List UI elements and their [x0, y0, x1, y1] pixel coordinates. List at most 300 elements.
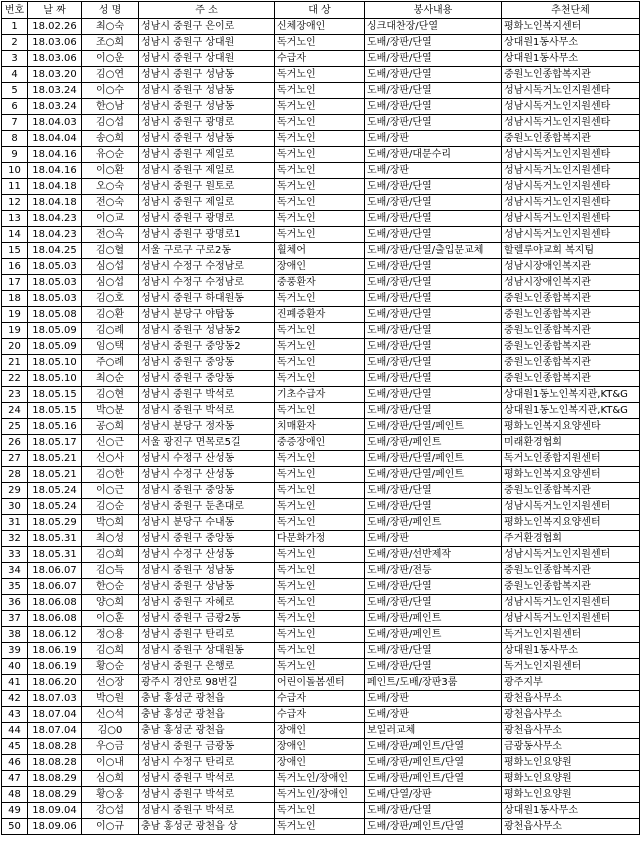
cell-service: 도배/장판/단열	[365, 659, 502, 675]
cell-organization: 평화노인복지요양센터	[502, 515, 640, 531]
cell-date: 18.04.18	[28, 179, 82, 195]
table-row	[2, 675, 640, 691]
cell-organization: 중원노인종합복지관	[502, 355, 640, 371]
cell-name: 이○훈	[82, 611, 139, 627]
cell-date: 18.05.09	[28, 339, 82, 355]
cell-number: 33	[2, 547, 28, 563]
cell-number: 31	[2, 515, 28, 531]
table-row	[2, 755, 640, 771]
cell-service: 보일러교체	[365, 723, 502, 739]
cell-target: 독거노인	[275, 355, 365, 371]
cell-name: 한○남	[82, 99, 139, 115]
cell-address: 성남시 중원구 광명로	[139, 211, 275, 227]
cell-number: 3	[2, 51, 28, 67]
cell-number: 44	[2, 723, 28, 739]
cell-target: 독거노인	[275, 483, 365, 499]
cell-target: 독거노인	[275, 371, 365, 387]
cell-service: 도배/장판/단열	[365, 643, 502, 659]
cell-name: 김○섭	[82, 115, 139, 131]
cell-organization: 성남시독거노인지원센타	[502, 195, 640, 211]
cell-service: 도배/장판/단열	[365, 35, 502, 51]
cell-number: 39	[2, 643, 28, 659]
header-organization: 추천단체	[502, 2, 640, 19]
cell-target: 독거노인	[275, 819, 365, 835]
cell-date: 18.04.16	[28, 147, 82, 163]
cell-date: 18.04.23	[28, 227, 82, 243]
cell-number: 22	[2, 371, 28, 387]
cell-organization: 성남시독거노인지원센타	[502, 99, 640, 115]
table-row	[2, 291, 640, 307]
cell-address: 성남시 중원구 광명로1	[139, 227, 275, 243]
cell-date: 18.06.08	[28, 611, 82, 627]
cell-address: 성남시 중원구 제일로	[139, 147, 275, 163]
cell-name: 공○희	[82, 419, 139, 435]
cell-organization: 성남시독거노인지원센타	[502, 227, 640, 243]
cell-address: 성남시 중원구 박석로	[139, 771, 275, 787]
cell-service: 도배/장판/단열	[365, 83, 502, 99]
table-row	[2, 131, 640, 147]
cell-target: 독거노인	[275, 659, 365, 675]
cell-target: 수급자	[275, 691, 365, 707]
cell-target: 독거노인	[275, 515, 365, 531]
table-row	[2, 211, 640, 227]
cell-name: 양○희	[82, 595, 139, 611]
cell-date: 18.05.10	[28, 355, 82, 371]
cell-date: 18.06.07	[28, 579, 82, 595]
cell-name: 한○순	[82, 579, 139, 595]
cell-service: 도배/장판/단열	[365, 323, 502, 339]
cell-date: 18.06.08	[28, 595, 82, 611]
cell-date: 18.09.04	[28, 803, 82, 819]
cell-organization: 중원노인종합복지관	[502, 323, 640, 339]
cell-number: 10	[2, 163, 28, 179]
cell-organization: 중원노인종합복지관	[502, 291, 640, 307]
cell-organization: 광천읍사무소	[502, 819, 640, 835]
cell-name: 박○원	[82, 691, 139, 707]
cell-organization: 평화노인요양원	[502, 787, 640, 803]
cell-name: 김○혈	[82, 243, 139, 259]
cell-address: 성남시 중원구 성남동	[139, 67, 275, 83]
cell-address: 성남시 중원구 성남동	[139, 563, 275, 579]
cell-organization: 성남시독거노인지원센터	[502, 547, 640, 563]
cell-organization: 광천읍사무소	[502, 723, 640, 739]
cell-number: 2	[2, 35, 28, 51]
cell-service: 도배/장판	[365, 163, 502, 179]
cell-service: 도배/장판/단열	[365, 51, 502, 67]
table-row	[2, 787, 640, 803]
cell-number: 13	[2, 211, 28, 227]
cell-service: 도배/장판/단열	[365, 371, 502, 387]
cell-service: 도배/장판/페인트/단열	[365, 771, 502, 787]
cell-service: 도배/장판/단열	[365, 387, 502, 403]
cell-address: 성남시 중원구 상남동	[139, 579, 275, 595]
cell-name: 김○현	[82, 387, 139, 403]
cell-organization: 성남시독거노인지원센터	[502, 611, 640, 627]
cell-service: 도배/장판	[365, 707, 502, 723]
cell-number: 47	[2, 771, 28, 787]
cell-target: 독거노인	[275, 403, 365, 419]
table-row	[2, 691, 640, 707]
cell-name: 최○성	[82, 531, 139, 547]
table-row	[2, 275, 640, 291]
cell-date: 18.03.06	[28, 51, 82, 67]
cell-name: 김○순	[82, 499, 139, 515]
table-row	[2, 643, 640, 659]
cell-target: 독거노인	[275, 83, 365, 99]
cell-address: 성남시 중원구 금광2동	[139, 611, 275, 627]
table-row	[2, 323, 640, 339]
table-row	[2, 515, 640, 531]
cell-name: 정○용	[82, 627, 139, 643]
cell-service: 도배/장판/단열/페인트	[365, 451, 502, 467]
cell-organization: 성남시장애인복지관	[502, 259, 640, 275]
cell-organization: 평화노인복지요양센타	[502, 419, 640, 435]
cell-target: 장애인	[275, 755, 365, 771]
cell-name: 임○택	[82, 339, 139, 355]
cell-target: 독거노인	[275, 611, 365, 627]
cell-address: 성남시 분당구 야탑동	[139, 307, 275, 323]
table-row	[2, 179, 640, 195]
cell-address: 성남시 중원구 제일로	[139, 163, 275, 179]
cell-date: 18.05.03	[28, 291, 82, 307]
cell-target: 중풍환자	[275, 275, 365, 291]
cell-target: 장애인	[275, 723, 365, 739]
cell-date: 18.07.03	[28, 691, 82, 707]
table-row	[2, 259, 640, 275]
cell-organization: 성남시독거노인지원센타	[502, 211, 640, 227]
cell-service: 도배/장판/단열	[365, 803, 502, 819]
cell-target: 독거노인	[275, 211, 365, 227]
cell-service: 도배/장판/페인트/단열	[365, 755, 502, 771]
cell-target: 신체장애인	[275, 19, 365, 35]
cell-target: 독거노인	[275, 67, 365, 83]
cell-name: 최○숙	[82, 19, 139, 35]
table-row	[2, 419, 640, 435]
table-row	[2, 707, 640, 723]
cell-target: 치매환자	[275, 419, 365, 435]
cell-date: 18.03.20	[28, 67, 82, 83]
cell-address: 서울 구로구 구로2동	[139, 243, 275, 259]
cell-name: 박○분	[82, 403, 139, 419]
cell-address: 성남시 중원구 금광동	[139, 739, 275, 755]
cell-number: 21	[2, 355, 28, 371]
cell-target: 장애인	[275, 259, 365, 275]
cell-date: 18.05.29	[28, 515, 82, 531]
cell-target: 독거노인	[275, 627, 365, 643]
cell-address: 성남시 중원구 성남동	[139, 131, 275, 147]
cell-organization: 광천읍사무소	[502, 707, 640, 723]
cell-number: 49	[2, 803, 28, 819]
cell-number: 28	[2, 467, 28, 483]
cell-target: 진폐증환자	[275, 307, 365, 323]
cell-number: 45	[2, 739, 28, 755]
cell-target: 다문화가정	[275, 531, 365, 547]
cell-name: 유○순	[82, 147, 139, 163]
cell-service: 도배/장판/대문수리	[365, 147, 502, 163]
cell-number: 11	[2, 179, 28, 195]
cell-organization: 상대원1동노인복지관,KT&G	[502, 387, 640, 403]
cell-number: 29	[2, 483, 28, 499]
table-row	[2, 403, 640, 419]
cell-organization: 상대원1동사무소	[502, 803, 640, 819]
cell-target: 독거노인	[275, 147, 365, 163]
cell-name: 전○숙	[82, 195, 139, 211]
cell-name: 강○섭	[82, 803, 139, 819]
cell-organization: 독거노인지원센터	[502, 627, 640, 643]
cell-organization: 금광동사무소	[502, 739, 640, 755]
cell-service: 도배/장판/단열	[365, 291, 502, 307]
cell-number: 30	[2, 499, 28, 515]
table-row	[2, 307, 640, 323]
cell-service: 도배/장판/단열	[365, 195, 502, 211]
table-body	[2, 19, 640, 835]
cell-date: 18.05.16	[28, 419, 82, 435]
cell-name: 이○운	[82, 51, 139, 67]
cell-date: 18.08.28	[28, 755, 82, 771]
table-row	[2, 163, 640, 179]
cell-organization: 성남시독거노인지원센타	[502, 83, 640, 99]
cell-address: 성남시 중원구 성남동2	[139, 323, 275, 339]
cell-address: 서울 광진구 면목로5길	[139, 435, 275, 451]
cell-service: 도배/장판/페인트	[365, 611, 502, 627]
cell-organization: 중원노인종합복지관	[502, 483, 640, 499]
cell-name: 심○섭	[82, 259, 139, 275]
cell-target: 독거노인	[275, 35, 365, 51]
cell-target: 독거노인	[275, 803, 365, 819]
cell-date: 18.06.07	[28, 563, 82, 579]
cell-service: 도배/장판/단열	[365, 307, 502, 323]
cell-service: 도배/장판/단열	[365, 115, 502, 131]
cell-target: 독거노인	[275, 323, 365, 339]
cell-date: 18.03.24	[28, 99, 82, 115]
cell-target: 수급자	[275, 51, 365, 67]
cell-name: 오○숙	[82, 179, 139, 195]
cell-service: 도배/장판/단열	[365, 275, 502, 291]
cell-number: 46	[2, 755, 28, 771]
cell-address: 성남시 분당구 수내동	[139, 515, 275, 531]
cell-service: 도배/장판/페인트	[365, 435, 502, 451]
cell-name: 김○호	[82, 291, 139, 307]
table-row	[2, 819, 640, 835]
cell-date: 18.08.28	[28, 739, 82, 755]
header-number: 번호	[2, 2, 28, 19]
header-target: 대 상	[275, 2, 365, 19]
cell-number: 42	[2, 691, 28, 707]
table-row	[2, 771, 640, 787]
cell-name: 심○희	[82, 771, 139, 787]
cell-service: 도배/장판/단열	[365, 211, 502, 227]
cell-service: 도배/장판/페인트/단열	[365, 819, 502, 835]
cell-name: 김○득	[82, 563, 139, 579]
table-row	[2, 67, 640, 83]
cell-address: 성남시 중원구 탄리로	[139, 627, 275, 643]
cell-service: 도배/장판/단열	[365, 259, 502, 275]
cell-name: 선○장	[82, 675, 139, 691]
cell-address: 성남시 중원구 중앙동2	[139, 339, 275, 355]
cell-target: 기초수급자	[275, 387, 365, 403]
cell-name: 김○0	[82, 723, 139, 739]
cell-target: 독거노인	[275, 595, 365, 611]
cell-date: 18.04.25	[28, 243, 82, 259]
cell-date: 18.04.23	[28, 211, 82, 227]
cell-name: 신○근	[82, 435, 139, 451]
cell-address: 성남시 중원구 중앙동	[139, 483, 275, 499]
cell-number: 20	[2, 339, 28, 355]
cell-address: 성남시 중원구 상대원	[139, 35, 275, 51]
cell-target: 장애인	[275, 739, 365, 755]
table-row	[2, 627, 640, 643]
cell-address: 성남시 중원구 박석로	[139, 787, 275, 803]
table-row	[2, 723, 640, 739]
header-date: 날 짜	[28, 2, 82, 19]
cell-service: 도배/장판/단열	[365, 179, 502, 195]
cell-address: 성남시 중원구 상대원동	[139, 643, 275, 659]
cell-organization: 상대원1동사무소	[502, 51, 640, 67]
cell-date: 18.05.09	[28, 323, 82, 339]
cell-address: 성남시 중원구 광명로	[139, 115, 275, 131]
cell-service: 도배/장판/전등	[365, 563, 502, 579]
cell-target: 독거노인	[275, 163, 365, 179]
cell-organization: 성남시독거노인지원센타	[502, 115, 640, 131]
cell-address: 성남시 중원구 박석로	[139, 803, 275, 819]
cell-service: 도배/장판/단열	[365, 339, 502, 355]
table-row	[2, 483, 640, 499]
table-row	[2, 115, 640, 131]
cell-organization: 중원노인종합복지관	[502, 67, 640, 83]
cell-target: 어린이돌봄센터	[275, 675, 365, 691]
cell-address: 성남시 중원구 성남동	[139, 99, 275, 115]
table-row	[2, 227, 640, 243]
cell-address: 성남시 중원구 자혜로	[139, 595, 275, 611]
cell-number: 6	[2, 99, 28, 115]
table-row	[2, 51, 640, 67]
cell-address: 광주시 경안로 98번길	[139, 675, 275, 691]
cell-date: 18.09.06	[28, 819, 82, 835]
cell-address: 성남시 분당구 정자동	[139, 419, 275, 435]
cell-service: 페인트/도배/장판3룸	[365, 675, 502, 691]
cell-date: 18.03.24	[28, 83, 82, 99]
cell-name: 이○교	[82, 211, 139, 227]
table-row	[2, 35, 640, 51]
table-row	[2, 435, 640, 451]
cell-date: 18.05.17	[28, 435, 82, 451]
cell-target: 독거노인	[275, 499, 365, 515]
cell-date: 18.06.20	[28, 675, 82, 691]
cell-target: 독거노인	[275, 467, 365, 483]
cell-name: 신○사	[82, 451, 139, 467]
cell-number: 25	[2, 419, 28, 435]
cell-number: 32	[2, 531, 28, 547]
cell-name: 김○연	[82, 67, 139, 83]
cell-address: 성남시 중원구 박석로	[139, 387, 275, 403]
cell-target: 독거노인	[275, 451, 365, 467]
cell-number: 1	[2, 19, 28, 35]
cell-service: 도배/장판/단열	[365, 483, 502, 499]
cell-number: 41	[2, 675, 28, 691]
cell-name: 박○희	[82, 515, 139, 531]
cell-organization: 중원노인종합복지관	[502, 371, 640, 387]
table-row	[2, 579, 640, 595]
cell-service: 도배/장판	[365, 531, 502, 547]
cell-date: 18.05.15	[28, 403, 82, 419]
cell-organization: 주거환경협회	[502, 531, 640, 547]
cell-number: 14	[2, 227, 28, 243]
cell-service: 도배/장판	[365, 131, 502, 147]
cell-number: 12	[2, 195, 28, 211]
cell-target: 독거노인	[275, 547, 365, 563]
cell-number: 24	[2, 403, 28, 419]
table-row	[2, 803, 640, 819]
cell-service: 도배/장판/페인트	[365, 515, 502, 531]
cell-date: 18.07.04	[28, 723, 82, 739]
cell-target: 독거노인/장애인	[275, 787, 365, 803]
cell-organization: 상대원1동사무소	[502, 35, 640, 51]
cell-target: 독거노인	[275, 563, 365, 579]
cell-target: 독거노인/장애인	[275, 771, 365, 787]
cell-address: 성남시 중원구 중앙동	[139, 531, 275, 547]
table-row	[2, 451, 640, 467]
cell-target: 독거노인	[275, 643, 365, 659]
cell-address: 성남시 수정구 산성동	[139, 467, 275, 483]
cell-name: 이○환	[82, 163, 139, 179]
table-row	[2, 147, 640, 163]
cell-target: 독거노인	[275, 115, 365, 131]
cell-date: 18.05.03	[28, 275, 82, 291]
table-row	[2, 595, 640, 611]
cell-name: 이○수	[82, 83, 139, 99]
cell-name: 이○규	[82, 819, 139, 835]
cell-address: 성남시 수정구 탄리로	[139, 755, 275, 771]
cell-service: 도배/장판/단열/출입문교체	[365, 243, 502, 259]
table-row	[2, 355, 640, 371]
cell-date: 18.05.24	[28, 499, 82, 515]
cell-target: 독거노인	[275, 227, 365, 243]
cell-date: 18.05.31	[28, 531, 82, 547]
cell-organization: 광천읍사무소	[502, 691, 640, 707]
cell-organization: 성남시장애인복지관	[502, 275, 640, 291]
header-name: 성 명	[82, 2, 139, 19]
cell-address: 성남시 수정구 산성동	[139, 547, 275, 563]
cell-organization: 중원노인종합복지관	[502, 131, 640, 147]
cell-number: 23	[2, 387, 28, 403]
cell-address: 성남시 중원구 상대원	[139, 51, 275, 67]
table-row	[2, 371, 640, 387]
cell-address: 성남시 중원구 둔촌대로	[139, 499, 275, 515]
cell-service: 도배/장판/단열	[365, 579, 502, 595]
cell-name: 우○금	[82, 739, 139, 755]
cell-name: 조○희	[82, 35, 139, 51]
cell-organization: 미래환경협회	[502, 435, 640, 451]
cell-date: 18.03.06	[28, 35, 82, 51]
cell-date: 18.04.16	[28, 163, 82, 179]
table-row	[2, 99, 640, 115]
cell-number: 35	[2, 579, 28, 595]
cell-number: 5	[2, 83, 28, 99]
cell-address: 성남시 수정구 수정남로	[139, 275, 275, 291]
header-address: 주 소	[139, 2, 275, 19]
table-row	[2, 739, 640, 755]
cell-number: 48	[2, 787, 28, 803]
cell-service: 도배/장판/단열	[365, 595, 502, 611]
cell-organization: 성남시독거노인지원센타	[502, 147, 640, 163]
cell-number: 37	[2, 611, 28, 627]
cell-date: 18.04.04	[28, 131, 82, 147]
cell-number: 15	[2, 243, 28, 259]
cell-target: 독거노인	[275, 179, 365, 195]
table-row	[2, 19, 640, 35]
cell-address: 충남 홍성군 광천읍 상	[139, 819, 275, 835]
cell-organization: 평화노인복지요양센터	[502, 467, 640, 483]
